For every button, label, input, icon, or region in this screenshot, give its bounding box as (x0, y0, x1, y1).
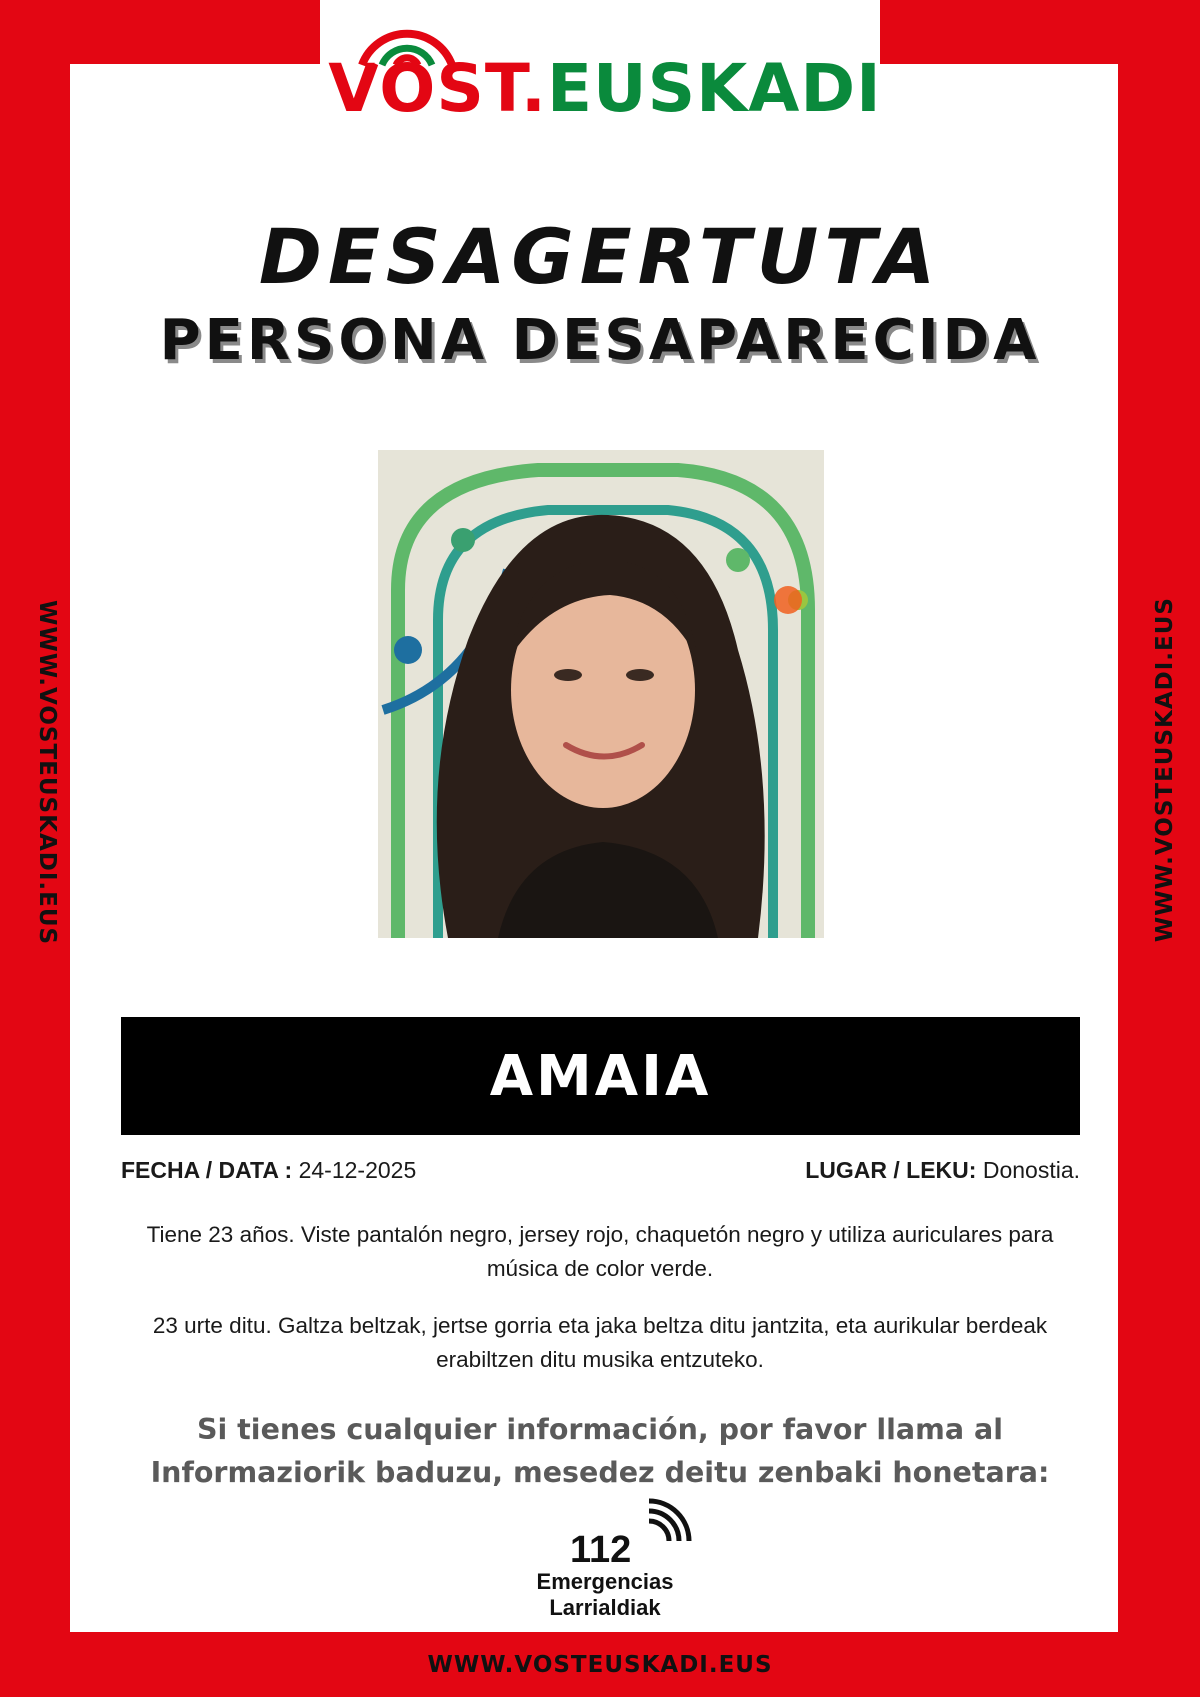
side-url-left[interactable]: WWW.VOSTEUSKADI.EUS (34, 600, 60, 946)
logo-text-euskadi: EUSKADI (546, 50, 882, 127)
missing-person-photo (378, 450, 824, 938)
signal-icon (645, 1497, 695, 1557)
vost-euskadi-logo (330, 20, 880, 130)
title-spanish: PERSONA DESAPARECIDA (159, 308, 1041, 373)
portrait-illustration (378, 450, 824, 938)
emergency-line-2: Larrialdiak (549, 1595, 661, 1620)
emergency-112-logo (510, 1497, 710, 1627)
place-value: Donostia. (982, 1157, 1080, 1183)
description-spanish: Tiene 23 años. Viste pantalón negro, jersey rojo, chaquetón negro y utiliza auriculares para música de color verde. (146, 1222, 1054, 1281)
person-name-bar (121, 1017, 1080, 1135)
date-label: FECHA / DATA : (121, 1157, 293, 1183)
description-basque: 23 urte ditu. Galtza beltzak, jertse gorria eta jaka beltza ditu jantzita, eta aurikular berdeak erabiltzen ditu musika entzuteko. (152, 1313, 1048, 1372)
place-label: LUGAR / LEKU: (805, 1157, 977, 1183)
person-name: AMAIA (489, 1043, 712, 1109)
call-to-action-spanish: Si tienes cualquier información, por favor llama al (196, 1413, 1004, 1446)
wifi-logo-icon (352, 20, 462, 70)
side-url-right[interactable]: WWW.VOSTEUSKADI.EUS (1152, 597, 1178, 943)
logo-text-vost: VOST. (328, 50, 547, 127)
date-info (121, 1157, 416, 1184)
emergency-number: 112 (570, 1529, 632, 1571)
date-value: 24-12-2025 (298, 1157, 417, 1183)
title-basque: DESAGERTUTA (258, 212, 942, 301)
emergency-line-1: Emergencias (536, 1569, 674, 1594)
call-to-action (100, 1408, 1100, 1494)
bottom-url[interactable]: WWW.VOSTEUSKADI.EUS (427, 1652, 773, 1678)
place-info (805, 1157, 1080, 1184)
call-to-action-basque: Informaziorik baduzu, mesedez deitu zenbaki honetara: (150, 1456, 1050, 1489)
